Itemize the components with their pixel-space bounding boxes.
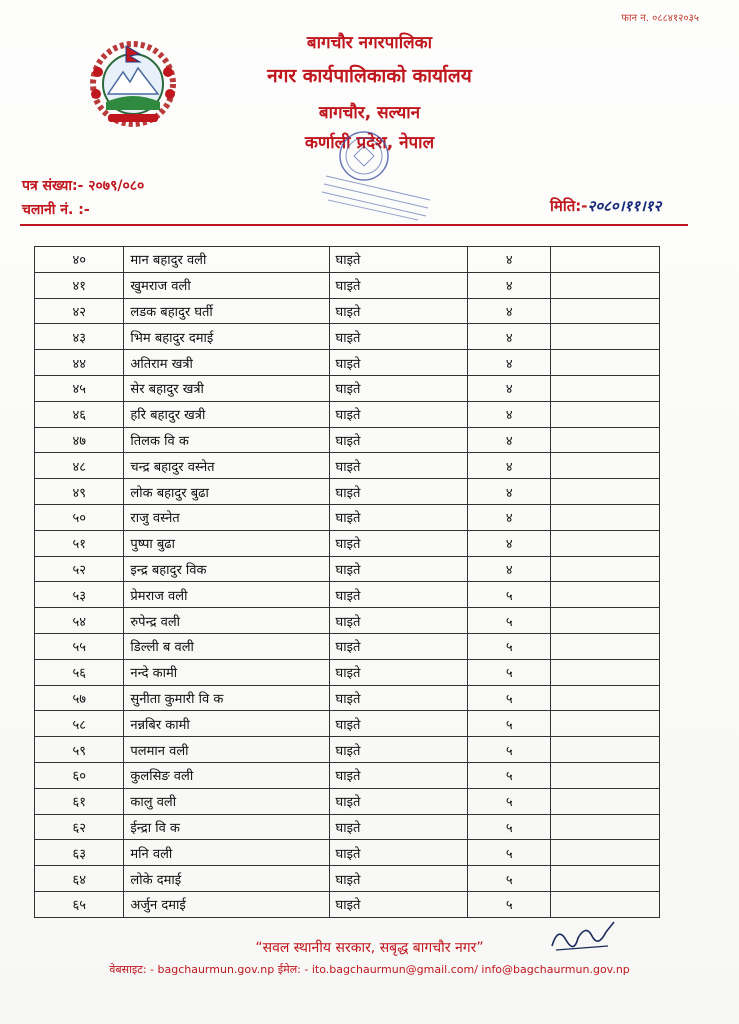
table-row xyxy=(35,891,660,917)
person-name: खुमराज वली xyxy=(124,272,329,298)
serial-number: ४१ xyxy=(35,272,124,298)
remarks-cell xyxy=(551,247,660,273)
place-name: घाइते xyxy=(329,711,467,737)
remarks-cell xyxy=(551,582,660,608)
place-name: घाइते xyxy=(329,401,467,427)
person-name: कालु वली xyxy=(124,788,329,814)
province-country: कर्णाली प्रदेश, नेपाल xyxy=(304,133,435,153)
person-name: लोक बहादुर बुढा xyxy=(124,479,329,505)
letter-number-label: पत्र संख्या:- xyxy=(22,178,84,194)
serial-number: ५६ xyxy=(35,659,124,685)
footer-slogan: “सवल स्थानीय सरकार, सबृद्ध बागचौर नगर” xyxy=(255,940,484,956)
place-name: घाइते xyxy=(329,840,467,866)
letter-number xyxy=(22,176,144,195)
office-stamp-icon xyxy=(318,120,438,224)
person-name: डिल्ली ब वली xyxy=(124,633,329,659)
person-name: पुष्पा बुढा xyxy=(124,530,329,556)
ward-number: ५ xyxy=(468,685,551,711)
table-row xyxy=(35,788,660,814)
serial-number: ५७ xyxy=(35,685,124,711)
remarks-cell xyxy=(551,324,660,350)
table-row xyxy=(35,866,660,892)
remarks-cell xyxy=(551,737,660,763)
ward-number: ४ xyxy=(468,556,551,582)
dispatch-number-label: चलानी नं. :- xyxy=(22,202,90,218)
serial-number: ५० xyxy=(35,504,124,530)
place-name: घाइते xyxy=(329,479,467,505)
remarks-cell xyxy=(551,840,660,866)
serial-number: ४७ xyxy=(35,427,124,453)
serial-number: ५४ xyxy=(35,608,124,634)
ward-number: ५ xyxy=(468,866,551,892)
person-name: भिम बहादुर दमाई xyxy=(124,324,329,350)
ward-number: ४ xyxy=(468,479,551,505)
table-row xyxy=(35,530,660,556)
serial-number: ५२ xyxy=(35,556,124,582)
remarks-cell xyxy=(551,685,660,711)
person-name: पलमान वली xyxy=(124,737,329,763)
table-row xyxy=(35,375,660,401)
remarks-cell xyxy=(551,633,660,659)
letter-number-value: २०७९/०८० xyxy=(88,178,145,194)
place-name: घाइते xyxy=(329,737,467,763)
table-row xyxy=(35,401,660,427)
place-name: घाइते xyxy=(329,866,467,892)
remarks-cell xyxy=(551,556,660,582)
remarks-cell xyxy=(551,401,660,427)
ward-number: ४ xyxy=(468,375,551,401)
ward-number: ५ xyxy=(468,762,551,788)
municipality-name: बागचौर नगरपालिका xyxy=(306,33,433,53)
ward-number: ४ xyxy=(468,247,551,273)
person-name: लडक बहादुर घर्ती xyxy=(124,298,329,324)
serial-number: ५५ xyxy=(35,633,124,659)
remarks-cell xyxy=(551,453,660,479)
office-address: बागचौर, सल्यान xyxy=(318,103,421,123)
table-row xyxy=(35,453,660,479)
table-row xyxy=(35,711,660,737)
table-row xyxy=(35,247,660,273)
person-name: नन्दे कामी xyxy=(124,659,329,685)
table-row xyxy=(35,324,660,350)
serial-number: ४८ xyxy=(35,453,124,479)
beneficiary-table xyxy=(34,246,660,918)
ward-number: ५ xyxy=(468,788,551,814)
serial-number: ४९ xyxy=(35,479,124,505)
place-name: घाइते xyxy=(329,504,467,530)
header-divider xyxy=(20,224,688,226)
serial-number: ६५ xyxy=(35,891,124,917)
remarks-cell xyxy=(551,659,660,685)
table-row xyxy=(35,608,660,634)
table-row xyxy=(35,582,660,608)
date-value: २०८०।११।१२ xyxy=(587,197,662,215)
person-name: मान बहादुर वली xyxy=(124,247,329,273)
place-name: घाइते xyxy=(329,608,467,634)
table-row xyxy=(35,350,660,376)
serial-number: ६४ xyxy=(35,866,124,892)
person-name: नन्नबिर कामी xyxy=(124,711,329,737)
letter-date xyxy=(550,196,661,216)
ward-number: ४ xyxy=(468,350,551,376)
serial-number: ६१ xyxy=(35,788,124,814)
ward-number: ४ xyxy=(468,427,551,453)
table-row xyxy=(35,479,660,505)
table-row xyxy=(35,633,660,659)
serial-number: ४० xyxy=(35,247,124,273)
remarks-cell xyxy=(551,866,660,892)
person-name: प्रेमराज वली xyxy=(124,582,329,608)
place-name: घाइते xyxy=(329,427,467,453)
place-name: घाइते xyxy=(329,659,467,685)
remarks-cell xyxy=(551,272,660,298)
person-name: लोके दमाई xyxy=(124,866,329,892)
remarks-cell xyxy=(551,375,660,401)
person-name: अर्जुन दमाई xyxy=(124,891,329,917)
place-name: घाइते xyxy=(329,762,467,788)
table-row xyxy=(35,762,660,788)
table-row xyxy=(35,556,660,582)
person-name: राजु वस्नेत xyxy=(124,504,329,530)
table-row xyxy=(35,685,660,711)
place-name: घाइते xyxy=(329,530,467,556)
person-name: चन्द्र बहादुर वस्नेत xyxy=(124,453,329,479)
place-name: घाइते xyxy=(329,298,467,324)
person-name: सेर बहादुर खत्री xyxy=(124,375,329,401)
ward-number: ५ xyxy=(468,814,551,840)
table-row xyxy=(35,814,660,840)
ward-number: ५ xyxy=(468,891,551,917)
place-name: घाइते xyxy=(329,247,467,273)
ward-number: ४ xyxy=(468,324,551,350)
table-row xyxy=(35,272,660,298)
serial-number: ५१ xyxy=(35,530,124,556)
remarks-cell xyxy=(551,711,660,737)
person-name: रुपेन्द्र वली xyxy=(124,608,329,634)
ward-number: ४ xyxy=(468,504,551,530)
ward-number: ४ xyxy=(468,401,551,427)
phone-number: फान न. ०८८४१२०३५ xyxy=(621,13,699,24)
footer-contact: वेबसाइट: - bagchaurmun.gov.np ईमेल: - ito.bagchaurmun@gmail.com/ info@bagchaurmun.gov.np xyxy=(109,963,630,976)
serial-number: ६२ xyxy=(35,814,124,840)
serial-number: ५३ xyxy=(35,582,124,608)
ward-number: ५ xyxy=(468,659,551,685)
remarks-cell xyxy=(551,298,660,324)
place-name: घाइते xyxy=(329,633,467,659)
serial-number: ४५ xyxy=(35,375,124,401)
person-name: ईन्द्रा वि क xyxy=(124,814,329,840)
serial-number: ४६ xyxy=(35,401,124,427)
ward-number: ४ xyxy=(468,272,551,298)
date-label: मिति:- xyxy=(550,197,588,215)
place-name: घाइते xyxy=(329,582,467,608)
person-name: हरि बहादुर खत्री xyxy=(124,401,329,427)
ward-number: ४ xyxy=(468,530,551,556)
serial-number: ४३ xyxy=(35,324,124,350)
person-name: तिलक वि क xyxy=(124,427,329,453)
remarks-cell xyxy=(551,762,660,788)
person-name: सुनीता कुमारी वि क xyxy=(124,685,329,711)
remarks-cell xyxy=(551,891,660,917)
serial-number: ५९ xyxy=(35,737,124,763)
table-row xyxy=(35,737,660,763)
table-row xyxy=(35,427,660,453)
beneficiary-table-body xyxy=(35,247,660,918)
serial-number: ६० xyxy=(35,762,124,788)
place-name: घाइते xyxy=(329,453,467,479)
remarks-cell xyxy=(551,788,660,814)
office-name: नगर कार्यपालिकाको कार्यालय xyxy=(267,65,472,87)
ward-number: ४ xyxy=(468,453,551,479)
place-name: घाइते xyxy=(329,814,467,840)
remarks-cell xyxy=(551,427,660,453)
table-row xyxy=(35,659,660,685)
ward-number: ५ xyxy=(468,633,551,659)
table-row xyxy=(35,298,660,324)
place-name: घाइते xyxy=(329,375,467,401)
ward-number: ५ xyxy=(468,608,551,634)
remarks-cell xyxy=(551,350,660,376)
ward-number: ५ xyxy=(468,840,551,866)
person-name: कुलसिङ वली xyxy=(124,762,329,788)
serial-number: ४२ xyxy=(35,298,124,324)
table-row xyxy=(35,840,660,866)
remarks-cell xyxy=(551,608,660,634)
place-name: घाइते xyxy=(329,788,467,814)
remarks-cell xyxy=(551,530,660,556)
table-row xyxy=(35,504,660,530)
place-name: घाइते xyxy=(329,350,467,376)
place-name: घाइते xyxy=(329,685,467,711)
ward-number: ४ xyxy=(468,298,551,324)
person-name: मनि वली xyxy=(124,840,329,866)
remarks-cell xyxy=(551,814,660,840)
place-name: घाइते xyxy=(329,272,467,298)
ward-number: ५ xyxy=(468,737,551,763)
person-name: इन्द्र बहादुर विक xyxy=(124,556,329,582)
ward-number: ५ xyxy=(468,711,551,737)
ward-number: ५ xyxy=(468,582,551,608)
place-name: घाइते xyxy=(329,556,467,582)
remarks-cell xyxy=(551,479,660,505)
place-name: घाइते xyxy=(329,324,467,350)
person-name: अतिराम खत्री xyxy=(124,350,329,376)
serial-number: ५८ xyxy=(35,711,124,737)
serial-number: ६३ xyxy=(35,840,124,866)
remarks-cell xyxy=(551,504,660,530)
serial-number: ४४ xyxy=(35,350,124,376)
place-name: घाइते xyxy=(329,891,467,917)
